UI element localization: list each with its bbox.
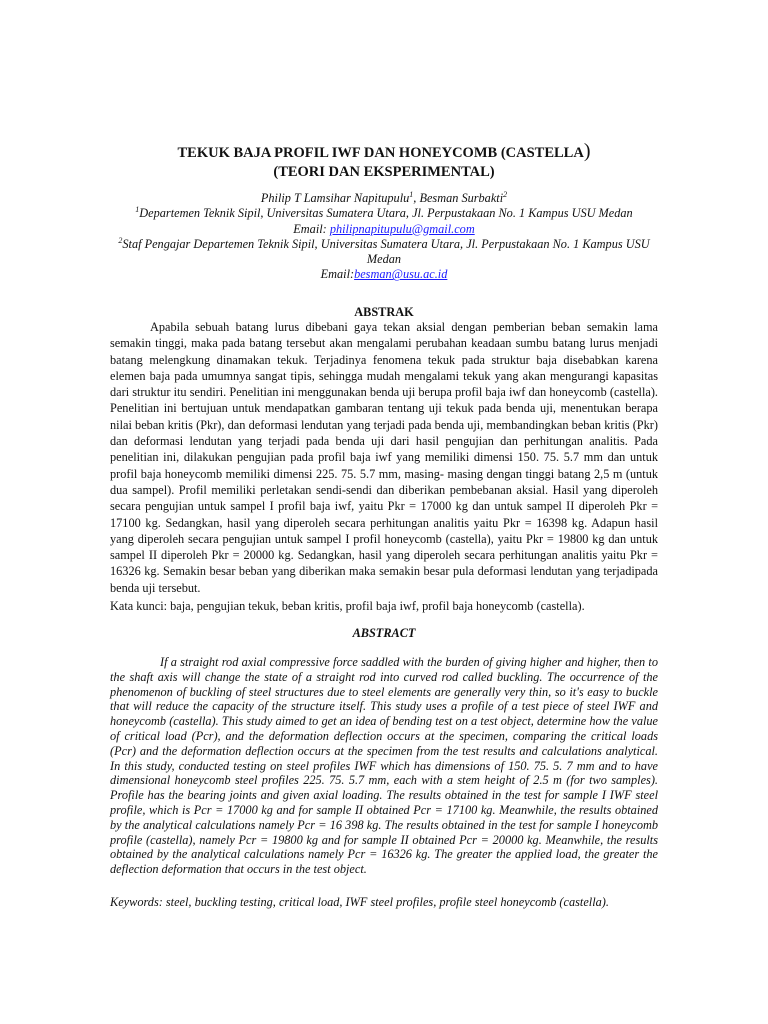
author-separator: , [413, 191, 420, 205]
affiliation-2 [100, 237, 668, 268]
email-label-1: Email: [293, 221, 330, 236]
abstract-body [110, 655, 658, 877]
author-names [100, 191, 668, 206]
affiliation-1-text: Departemen Teknik Sipil, Universitas Sumatera Utara, Jl. Perpustakaan No. 1 Kampus USU Medan [139, 206, 633, 221]
abstrak-paragraph: Apabila sebuah batang lurus dibebani gaya tekan aksial dengan pemberian beban semakin lama semakin tinggi, maka pada batang tersebut akan mengalami perubahan keadaan sumbu batang lurus menjadi batang melengkung dinamakan tekuk. Terjadinya fenomena tekuk pada struktur baja disebabkan karena elemen baja pada umumnya sangat tipis, sehingga mudah mengalami tekuk yang akan mengurangi kapasitas dari struktur itu sendiri. Penelitian ini menggunakan benda uji berupa profil baja iwf dan honeycomb (castella). Penelitian ini bertujuan untuk mendapatkan gambaran tentang uji tekuk pada benda uji, menentukan berapa nilai beban kritis (Pkr), dan deformasi lendutan yang terjadi pada benda uji, membandingkan beban kritis (Pkr) dan deformasi lendutan yang terjadi pada benda uji dari hasil pengujian dan perhitungan analitis. Pada penelitian ini, dilakukan pengujian pada profil baja iwf yang memiliki dimensi 150. 75. 5.7 mm dan untuk profil baja honeycomb memiliki dimensi 225. 75. 5.7 mm, masing- masing dengan tinggi batang 2,5 m (untuk dua sampel). Profil memiliki perletakan sendi-sendi dan diberikan pembebanan aksial. Hasil yang diperoleh secara pengujian untuk sampel I profil baja iwf, yaitu Pkr = 17000 kg dan untuk sampel II diperoleh Pkr = 17100 kg. Sedangkan, hasil yang diperoleh secara perhitungan analitis yaitu Pkr = 16398 kg. Adapun hasil yang diperoleh secara pengujian untuk sampel I profil honeycomb (castella), yaitu Pkr = 19800 kg dan untuk sampel II diperoleh Pkr = 20000 kg. Sedangkan, hasil yang diperoleh secara perhitungan analitis yaitu Pkr = 16326 kg. Semakin besar beban yang diberikan maka semakin besar pula deformasi lendutan yang terjadipada benda uji tersebut. [110, 320, 658, 595]
affiliation-2-email-line [100, 267, 668, 282]
author-2-sup: 2 [503, 189, 508, 199]
author-1-name: Philip T Lamsihar Napitupulu [260, 191, 410, 205]
title-line-2: (TEORI DAN EKSPERIMENTAL) [273, 164, 495, 180]
title-line-1 [0, 142, 768, 163]
affiliation-1 [100, 206, 668, 221]
email-link-2[interactable]: besman@usu.ac.id [354, 267, 448, 282]
keywords: Keywords: steel, buckling testing, critical load, IWF steel profiles, profile steel honeycomb (castella). [110, 895, 609, 909]
abstract-heading: ABSTRACT [352, 626, 416, 640]
email-label-2: Email: [320, 267, 355, 282]
author-2-name: Besman Surbakti [419, 191, 504, 205]
author-1-sup: 1 [409, 189, 414, 199]
abstrak-body [110, 319, 658, 596]
author-block [100, 191, 668, 283]
email-link-1[interactable]: philipnapitupulu@gmail.com [329, 221, 475, 236]
title-closing-paren: ) [583, 140, 591, 162]
affiliation-2-sup: 2 [118, 235, 123, 245]
affiliation-1-email-line [100, 222, 668, 237]
abstract-paragraph: If a straight rod axial compressive force saddled with the burden of giving higher and higher, then to the shaft axis will change the state of a straight rod into curved rod called buckling. The occurrence of the phenomenon of buckling of steel structures due to steel elements are generally very thin, so it's easy to buckle that will reduce the capacity of the structure itself. This study uses a profile of a test piece of steel IWF and honeycomb (castella). This study aimed to get an idea of bending test on a test object, determine how the value of critical load (Pcr), and the deformation deflection occurs at the specimen, comparing the critical loads (Pcr) and the deformation deflection occurs at the specimen from the test results and calculations analytical. In this study, conducted testing on steel profiles IWF which has dimensions of 150. 75. 5. 7 mm and to have dimensional honeycomb steel profiles 225. 75. 5.7 mm, each with a stem height of 2.5 m (for two samples). Profile has the bearing joints and given axial loading. The results obtained in the test for sample I IWF steel profile, which is Pcr = 17000 kg and for sample II obtained Pcr = 17100 kg. Meanwhile, the results obtained by the analytical calculations namely Pcr = 16 398 kg. The results obtained in the test for sample I honeycomb profile (castella), namely Pcr = 19800 kg and for sample II obtained Pcr = 20000 kg. Meanwhile, the results obtained by the analytical calculations namely Pcr = 16326 kg. The greater the applied load, the greater the deflection deformation that occurs in the test object. [110, 655, 658, 877]
kata-kunci: Kata kunci: baja, pengujian tekuk, beban kritis, profil baja iwf, profil baja honeycomb (castella). [110, 599, 585, 613]
paper-title [0, 142, 768, 182]
abstrak-heading: ABSTRAK [354, 305, 414, 319]
title-line-1-text: TEKUK BAJA PROFIL IWF DAN HONEYCOMB (CASTELLA [177, 145, 584, 161]
affiliation-1-sup: 1 [135, 205, 140, 215]
affiliation-2-text: Staf Pengajar Departemen Teknik Sipil, Universitas Sumatera Utara, Jl. Perpustakaan No. 1 Kampus USU Medan [122, 236, 650, 267]
